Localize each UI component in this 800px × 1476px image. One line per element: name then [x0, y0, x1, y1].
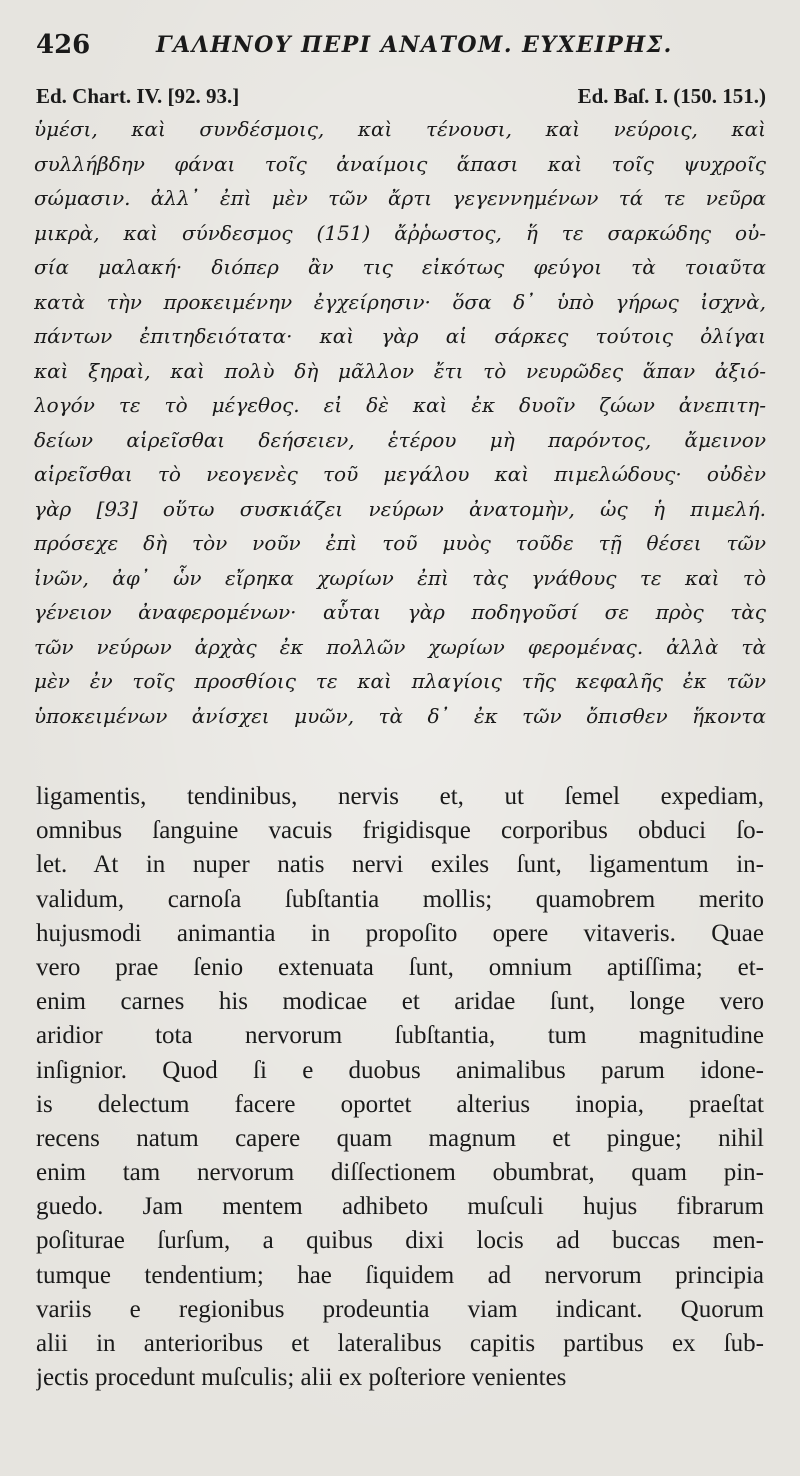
page-number: 426	[36, 30, 91, 60]
greek-text-line: σία μαλακή· διόπερ ἂν τις εἰκότως φεύγοι τὰ τοιαῦτα	[34, 255, 766, 279]
edition-chartier: Ed. Chart. IV. [92. 93.]	[36, 84, 240, 108]
greek-text-line: τῶν νεύρων ἀρχὰς ἐκ πολλῶν χωρίων φερομένας. ἀλλὰ τὰ	[34, 634, 766, 659]
latin-text-line: inſignior. Quod ſi e duobus animalibus parum idone-	[36, 1056, 764, 1084]
greek-text-block	[34, 112, 766, 733]
running-title: ΓΑΛΗΝΟΥ ΠΕΡΙ ΑΝΑΤΟΜ. ΕΥΧΕΙΡΗΣ.	[156, 32, 673, 58]
edition-basel: Ed. Baſ. I. (150. 151.)	[577, 84, 766, 108]
greek-text-line: πάντων ἐπιτηδειότατα· καὶ γὰρ αἱ σάρκες τούτοις ὀλίγαι	[34, 324, 766, 348]
latin-text-block	[36, 780, 764, 1395]
latin-text-line: enim tam nervorum diſſectionem obumbrat, quam pin-	[36, 1159, 764, 1187]
greek-text-line: αἱρεῖσθαι τὸ νεογενὲς τοῦ μεγάλου καὶ πιμελώδους· οὐδὲν	[34, 462, 766, 486]
latin-text-line: is delectum facere oportet alterius inopia, praeſtat	[36, 1090, 764, 1118]
latin-text-line: tumque tendentium; hae ſiquidem ad nervorum principia	[36, 1261, 764, 1289]
latin-text-line: jectis procedunt muſculis; alii ex poſteriore venientes	[36, 1364, 567, 1392]
greek-text-line: μικρὰ, καὶ σύνδεσμος (151) ἄῤῥωστος, ἥ τε σαρκώδης οὐ-	[34, 220, 766, 245]
greek-text-line: ὑποκειμένων ἀνίσχει μυῶν, τὰ δ᾽ ἐκ τῶν ὄπισθεν ἥκοντα	[34, 703, 766, 728]
latin-text-line: aridior tota nervorum ſubſtantia, tum magnitudine	[36, 1022, 764, 1050]
latin-text-line: validum, carnoſa ſubſtantia mollis; quamobrem merito	[36, 885, 764, 913]
greek-text-line: συλλήβδην φάναι τοῖς ἀναίμοις ἅπασι καὶ τοῖς ψυχροῖς	[34, 151, 766, 176]
greek-text-line: μὲν ἐν τοῖς προσθίοις τε καὶ πλαγίοις τῆς κεφαλῆς ἐκ τῶν	[34, 669, 766, 693]
greek-text-line: γένειον ἀναφερομένων· αὗται γὰρ ποδηγοῦσί σε πρὸς τὰς	[34, 600, 766, 624]
latin-text-line: hujusmodi animantia in propoſito opere vitaveris. Quae	[36, 919, 764, 947]
greek-text-line: ἰνῶν, ἀφ᾽ ὧν εἴρηκα χωρίων ἐπὶ τὰς γνάθους τε καὶ τὸ	[34, 565, 766, 590]
greek-text-line: σώμασιν. ἀλλ᾽ ἐπὶ μὲν τῶν ἄρτι γεγεννημένων τά τε νεῦρα	[34, 186, 766, 210]
latin-text-line: let. At in nuper natis nervi exiles ſunt, ligamentum in-	[36, 851, 764, 879]
latin-text-line: variis e regionibus prodeuntia viam indicant. Quorum	[36, 1295, 764, 1323]
greek-text-line: καὶ ξηραὶ, καὶ πολὺ δὴ μᾶλλον ἔτι τὸ νευρῶδες ἅπαν ἀξιό-	[34, 358, 766, 383]
greek-text-line: δείων αἱρεῖσθαι δεήσειεν, ἑτέρου μὴ παρόντος, ἄμεινον	[34, 427, 766, 452]
page-header	[36, 30, 766, 66]
latin-text-line: alii in anterioribus et lateralibus capitis partibus ex ſub-	[36, 1330, 764, 1357]
greek-text-line: γὰρ [93] οὕτω συσκιάζει νεύρων ἀνατομὴν, ὡς ἡ πιμελή.	[34, 496, 766, 521]
greek-text-line: ὑμέσι, καὶ συνδέσμοις, καὶ τένουσι, καὶ νεύροις, καὶ	[34, 117, 766, 141]
latin-text-line: vero prae ſenio extenuata ſunt, omnium aptiſſima; et-	[36, 953, 764, 981]
latin-text-line: enim carnes his modicae et aridae ſunt, longe vero	[36, 988, 764, 1016]
edition-references	[36, 84, 766, 112]
greek-text-line: πρόσεχε δὴ τὸν νοῦν ἐπὶ τοῦ μυὸς τοῦδε τῇ θέσει τῶν	[34, 531, 766, 555]
latin-text-line: ligamentis, tendinibus, nervis et, ut ſemel expediam,	[36, 783, 764, 810]
latin-text-line: recens natum capere quam magnum et pingue; nihil	[36, 1124, 764, 1152]
latin-text-line: omnibus ſanguine vacuis frigidisque corporibus obduci ſo-	[36, 817, 764, 845]
latin-text-line: guedo. Jam mentem adhibeto muſculi hujus fibrarum	[36, 1193, 764, 1221]
latin-text-line: poſiturae ſurſum, a quibus dixi locis ad buccas men-	[36, 1227, 764, 1255]
greek-text-line: λογόν τε τὸ μέγεθος. εἰ δὲ καὶ ἐκ δυοῖν ζώων ἀνεπιτη-	[34, 393, 766, 417]
greek-text-line: κατὰ τὴν προκειμένην ἐγχείρησιν· ὅσα δ᾽ ὑπὸ γήρως ἰσχνὰ,	[34, 289, 766, 314]
